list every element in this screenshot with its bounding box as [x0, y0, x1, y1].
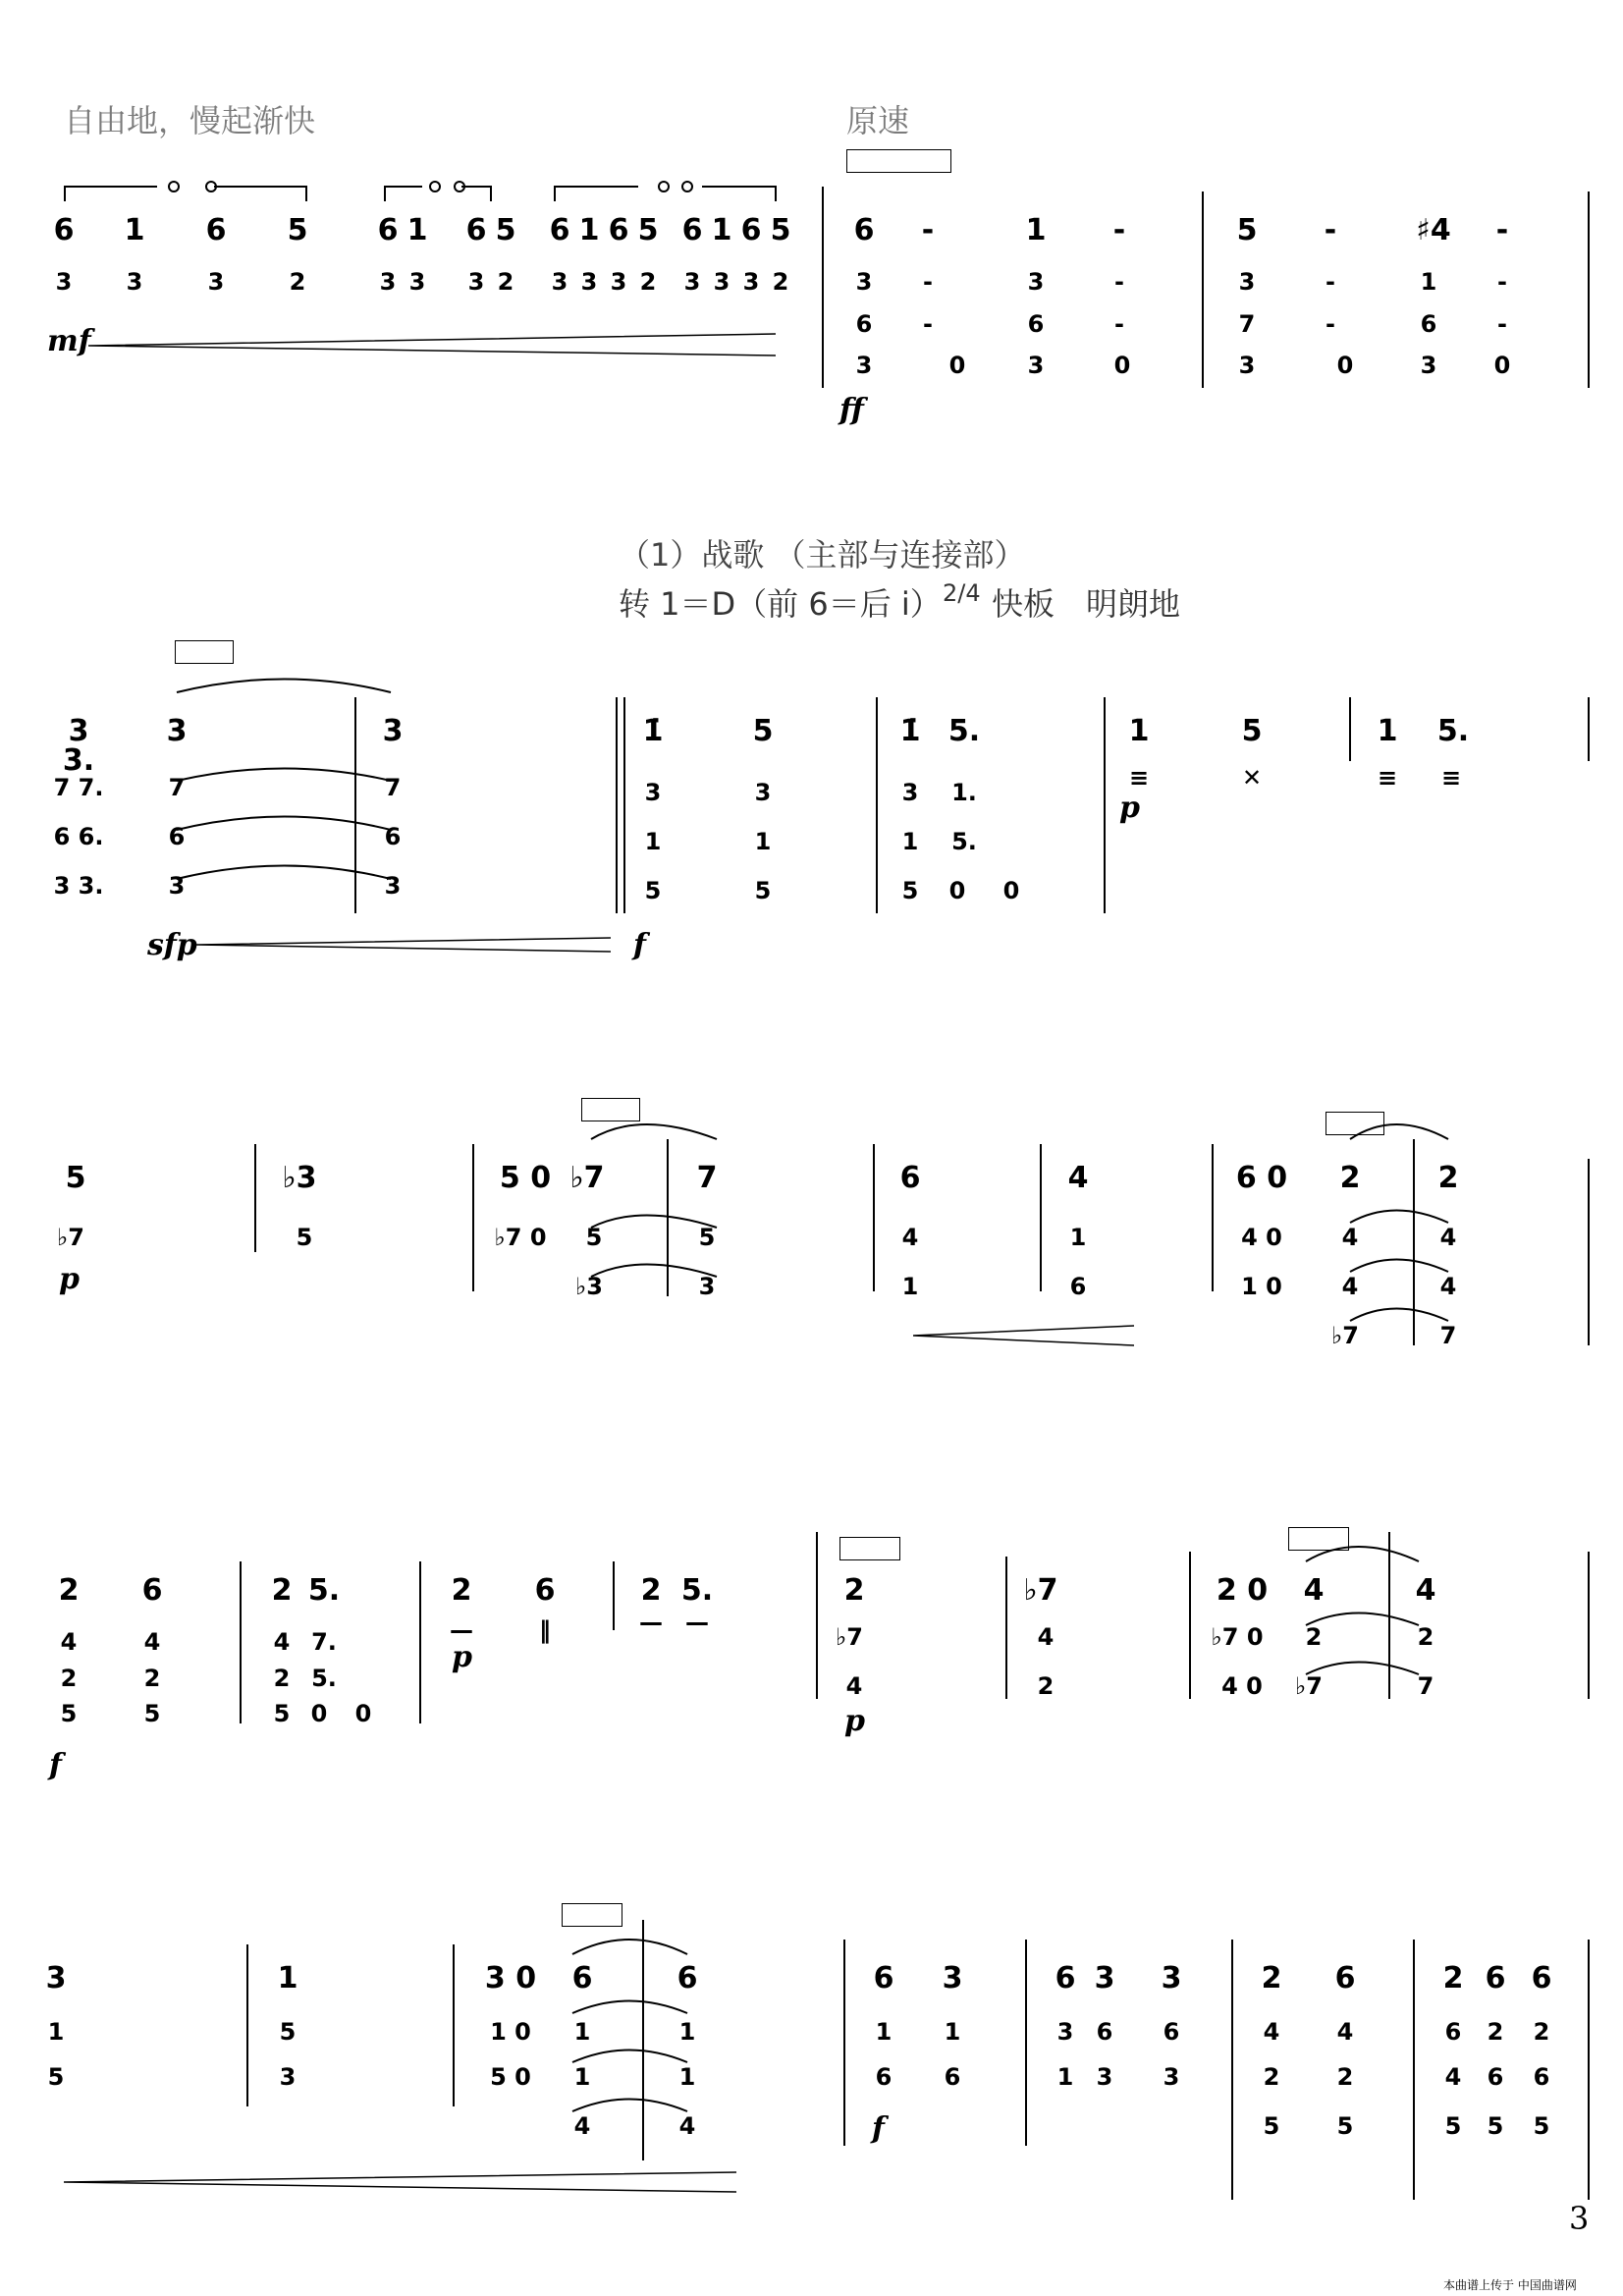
tempo-free: 自由地，慢起渐快 [64, 102, 316, 139]
dynamic-p: p [452, 1640, 472, 1674]
technique-box [581, 1098, 640, 1121]
note: 7 [1417, 1672, 1434, 1700]
note: - [1324, 213, 1337, 247]
note: 1 [875, 2018, 893, 2046]
note: ♭3 [282, 1161, 317, 1195]
note: 3 [754, 779, 772, 806]
note: 4 [1341, 1273, 1359, 1300]
note: 6 [1334, 1961, 1356, 1995]
note: 4 [1439, 1224, 1457, 1251]
note: 5 [1487, 2112, 1504, 2140]
note: 1 [901, 828, 919, 855]
note: 5 [1336, 2112, 1354, 2140]
technique-box [1288, 1527, 1349, 1551]
page-number: 3 [1569, 2200, 1590, 2237]
note: 1 [573, 2018, 591, 2046]
note: 4 [1037, 1623, 1055, 1651]
note: 1 [573, 2063, 591, 2091]
note: ♭7 [1294, 1672, 1324, 1700]
note: 6 [377, 213, 399, 247]
note: 4 [273, 1628, 291, 1656]
note: 4 [1439, 1273, 1457, 1300]
note: 1 [406, 213, 428, 247]
time-signature: 2/4 [943, 579, 981, 607]
note: - [921, 213, 935, 247]
note: 6 [571, 1961, 593, 1995]
note: 2 [289, 268, 306, 296]
note: 3 [1163, 2063, 1180, 2091]
note: 2 [1037, 1672, 1055, 1700]
tempo-mark: 快板 明朗地 [992, 585, 1181, 623]
note: 6 [899, 1161, 921, 1195]
note: 6 [384, 823, 402, 850]
dynamic-p: p [844, 1704, 865, 1738]
note: 2 [497, 268, 514, 296]
dynamic-p: p [1119, 791, 1140, 825]
note: 5 0 [499, 1161, 552, 1195]
note: 6 [205, 213, 227, 247]
note: 5 [143, 1700, 161, 1727]
note: 6 [1444, 2018, 1462, 2046]
note: 0 [1336, 352, 1354, 379]
note: 7 [1238, 310, 1256, 338]
note: 2 [1437, 1161, 1459, 1195]
note: 1 [1377, 714, 1398, 748]
note: 6 [1055, 1961, 1076, 1995]
note: - [1325, 310, 1335, 338]
note: - [923, 310, 933, 338]
note: 5 [47, 2063, 65, 2091]
note: 3 [126, 268, 143, 296]
note: 6 [873, 1961, 894, 1995]
note: 6 [1069, 1273, 1087, 1300]
note: 4 [1444, 2063, 1462, 2091]
note: ≡ [1128, 764, 1150, 792]
note: 2 [451, 1573, 472, 1608]
note: 4 [1263, 2018, 1280, 2046]
note: 3 0 [484, 1961, 537, 1995]
note: ‖ [539, 1616, 551, 1644]
note: 5 [60, 1700, 78, 1727]
dynamic-f: f [872, 2111, 885, 2146]
note: 2 [772, 268, 789, 296]
note: 3 [1161, 1961, 1182, 1995]
note: 5 [273, 1700, 291, 1727]
note: 1 [1128, 714, 1150, 748]
technique-box [562, 1903, 622, 1927]
dynamic-f: f [633, 928, 646, 962]
note: 0 [948, 877, 966, 904]
note: 6 [549, 213, 570, 247]
note: ♭7 0 [494, 1224, 547, 1251]
note: 1 [1025, 213, 1047, 247]
note: 2 [843, 1573, 865, 1608]
note: 1 [678, 2063, 696, 2091]
note: 1 0 [490, 2018, 531, 2046]
note: 6 [1096, 2018, 1113, 2046]
note: 4 [1336, 2018, 1354, 2046]
note: 3 [855, 268, 873, 296]
note: - [1112, 213, 1126, 247]
note: ♭7 0 [1211, 1623, 1264, 1651]
note: 5. [951, 828, 977, 855]
note: 2 [1263, 2063, 1280, 2091]
note: 6 [944, 2063, 961, 2091]
note: 6 [1420, 310, 1437, 338]
note: 5. [680, 1573, 714, 1608]
note: 6 [608, 213, 629, 247]
note: 3 [1238, 352, 1256, 379]
note: 1 [678, 2018, 696, 2046]
note: 4 [573, 2112, 591, 2140]
note: 5. [947, 714, 981, 748]
note: 5 [1241, 714, 1263, 748]
note: ♭7 [1023, 1573, 1058, 1608]
note: ♭7 [569, 1161, 605, 1195]
note: 5 [1533, 2112, 1550, 2140]
note: 2 [1417, 1623, 1434, 1651]
note: ♭7 [56, 1224, 85, 1251]
note: 5 [1236, 213, 1258, 247]
technique-box [1325, 1112, 1384, 1135]
note: 4 [143, 1628, 161, 1656]
note: 3 [1094, 1961, 1115, 1995]
note: 3 [683, 268, 701, 296]
note: 3 [742, 268, 760, 296]
note: ✕ [1241, 764, 1263, 792]
note: 1. [951, 779, 977, 806]
note: 2 [1339, 1161, 1361, 1195]
note: 4 [1415, 1573, 1436, 1608]
note: 3 [942, 1961, 963, 1995]
note: 4 [1067, 1161, 1089, 1195]
note: ≡ [1440, 764, 1462, 792]
note: 3 [45, 1961, 67, 1995]
note: 6 [1163, 2018, 1180, 2046]
note: 3 [168, 872, 186, 900]
note: 1 [1056, 2063, 1074, 2091]
note: 7 [1439, 1322, 1457, 1349]
note: 3 3. [62, 714, 95, 778]
note: 5 [752, 714, 774, 748]
note: 0 [1002, 877, 1020, 904]
key-change: 转 1＝D（前 6＝后 i̇） [619, 585, 942, 623]
note: 0 [1493, 352, 1511, 379]
note: 4 [1303, 1573, 1325, 1608]
note: 6 [141, 1573, 163, 1608]
note: 7 [168, 774, 186, 801]
note: 2 0 [1216, 1573, 1269, 1608]
note: ≡ [1377, 764, 1398, 792]
note: - [1497, 268, 1507, 296]
note: 5. [1436, 714, 1470, 748]
note: 3 [207, 268, 225, 296]
note: ♭3 [574, 1273, 604, 1300]
note: 3 [1096, 2063, 1113, 2091]
note: 5. [311, 1665, 337, 1692]
note: 6 [1485, 1961, 1506, 1995]
dynamic-f: f [49, 1748, 62, 1782]
note: 3 [1238, 268, 1256, 296]
note: 3 [166, 714, 188, 748]
note: 6 [465, 213, 487, 247]
note: 1 [124, 213, 145, 247]
note: 3 [382, 714, 404, 748]
note: 2 [1261, 1961, 1282, 1995]
note: 3 [610, 268, 627, 296]
note: 6 [681, 213, 703, 247]
note: 2 [58, 1573, 80, 1608]
note: 6 [676, 1961, 698, 1995]
note: 6 0 [1235, 1161, 1288, 1195]
note: 6 [53, 213, 75, 247]
note: 4 [901, 1224, 919, 1251]
note: 5 [279, 2018, 297, 2046]
note: 3 [384, 872, 402, 900]
note: 3 [55, 268, 73, 296]
note: 3 [551, 268, 568, 296]
section-title: （1）战歌 （主部与连接部） [619, 536, 1026, 574]
note: ♯4 [1416, 213, 1451, 247]
note: 3 [1056, 2018, 1074, 2046]
note: 1̇ [642, 714, 664, 748]
note: 6 [1533, 2063, 1550, 2091]
note: 3 [1027, 352, 1045, 379]
note: 6 [853, 213, 875, 247]
note: 2 [271, 1573, 293, 1608]
note: 3 [467, 268, 485, 296]
note: 7 7. [53, 774, 104, 801]
note: 6 6. [53, 823, 104, 850]
technique-box [839, 1537, 900, 1560]
note: 1 [944, 2018, 961, 2046]
note: 2 [639, 268, 657, 296]
note: 4 0 [1241, 1224, 1282, 1251]
note: 4 [1341, 1224, 1359, 1251]
note: 5 [287, 213, 308, 247]
note: 3 [379, 268, 397, 296]
note: 1 [277, 1961, 298, 1995]
note: 3 3. [53, 872, 104, 900]
note: 1 [644, 828, 662, 855]
note: 1̇ [899, 714, 921, 748]
technique-box [846, 149, 951, 173]
note: 1 [1420, 268, 1437, 296]
note: 6 [168, 823, 186, 850]
note: 5 [495, 213, 516, 247]
note: 4 [678, 2112, 696, 2140]
note: 5 0 [490, 2063, 531, 2091]
note: 6 [534, 1573, 556, 1608]
note: 6 [875, 2063, 893, 2091]
dynamic-sfp: sfp [147, 928, 197, 962]
note: 4 [60, 1628, 78, 1656]
tempo-original: 原速 [846, 102, 910, 139]
note: 0 [1113, 352, 1131, 379]
note: 0 [310, 1700, 328, 1727]
note: 2 [640, 1573, 662, 1608]
note: 6 [740, 213, 762, 247]
note: 5 [698, 1224, 716, 1251]
note: 5 [754, 877, 772, 904]
note: 2 [60, 1665, 78, 1692]
note: 3 [1027, 268, 1045, 296]
note: 1 [1069, 1224, 1087, 1251]
note: 3 [580, 268, 598, 296]
dynamic-mf: mf [47, 324, 91, 358]
footer-watermark: 本曲谱上传于 中国曲谱网 [1443, 2278, 1577, 2292]
note: - [1325, 268, 1335, 296]
note: 1 0 [1241, 1273, 1282, 1300]
note: 3 [698, 1273, 716, 1300]
note: 5 [901, 877, 919, 904]
note: 5 [770, 213, 791, 247]
note: 2 [273, 1665, 291, 1692]
note: 4 0 [1221, 1672, 1263, 1700]
note: 0 [354, 1700, 372, 1727]
note: — [639, 1609, 663, 1636]
note: 7. [311, 1628, 337, 1656]
note: 5 [296, 1224, 313, 1251]
note: 1 [578, 213, 600, 247]
note: 5 [1444, 2112, 1462, 2140]
note: 5 [644, 877, 662, 904]
note: - [923, 268, 933, 296]
note: 1 [901, 1273, 919, 1300]
note: 2 [1533, 2018, 1550, 2046]
note: 6 [1531, 1961, 1552, 1995]
note: 3 [644, 779, 662, 806]
note: 5 [65, 1161, 86, 1195]
note: — [685, 1609, 709, 1636]
note: 2 [1305, 1623, 1323, 1651]
note: - [1114, 310, 1124, 338]
note: — [450, 1616, 473, 1644]
note: 2 [1336, 2063, 1354, 2091]
note: 3 [901, 779, 919, 806]
note: 6 [1487, 2063, 1504, 2091]
note: 1 [711, 213, 732, 247]
note: 5 [585, 1224, 603, 1251]
dynamic-p: p [59, 1262, 80, 1296]
note: 6 [1027, 310, 1045, 338]
note: - [1114, 268, 1124, 296]
note: 2 [143, 1665, 161, 1692]
note: - [1497, 310, 1507, 338]
note: 3 [279, 2063, 297, 2091]
note: 3 [855, 352, 873, 379]
note: 5. [307, 1573, 341, 1608]
note: 2 [1487, 2018, 1504, 2046]
note: ♭7 [835, 1623, 864, 1651]
technique-box [175, 640, 234, 664]
note: 3 [1420, 352, 1437, 379]
note: 5 [1263, 2112, 1280, 2140]
note: 5 [637, 213, 659, 247]
note: 3 [408, 268, 426, 296]
note: 0 [948, 352, 966, 379]
note: 7 [384, 774, 402, 801]
note: 1 [47, 2018, 65, 2046]
note: 6 [855, 310, 873, 338]
note: 4 [845, 1672, 863, 1700]
note: - [1495, 213, 1509, 247]
note: 7 [696, 1161, 718, 1195]
note: 1 [754, 828, 772, 855]
note: 2 [1442, 1961, 1464, 1995]
note: ♭7 [1330, 1322, 1360, 1349]
dynamic-ff: ff [839, 393, 864, 427]
note: 3 [713, 268, 730, 296]
